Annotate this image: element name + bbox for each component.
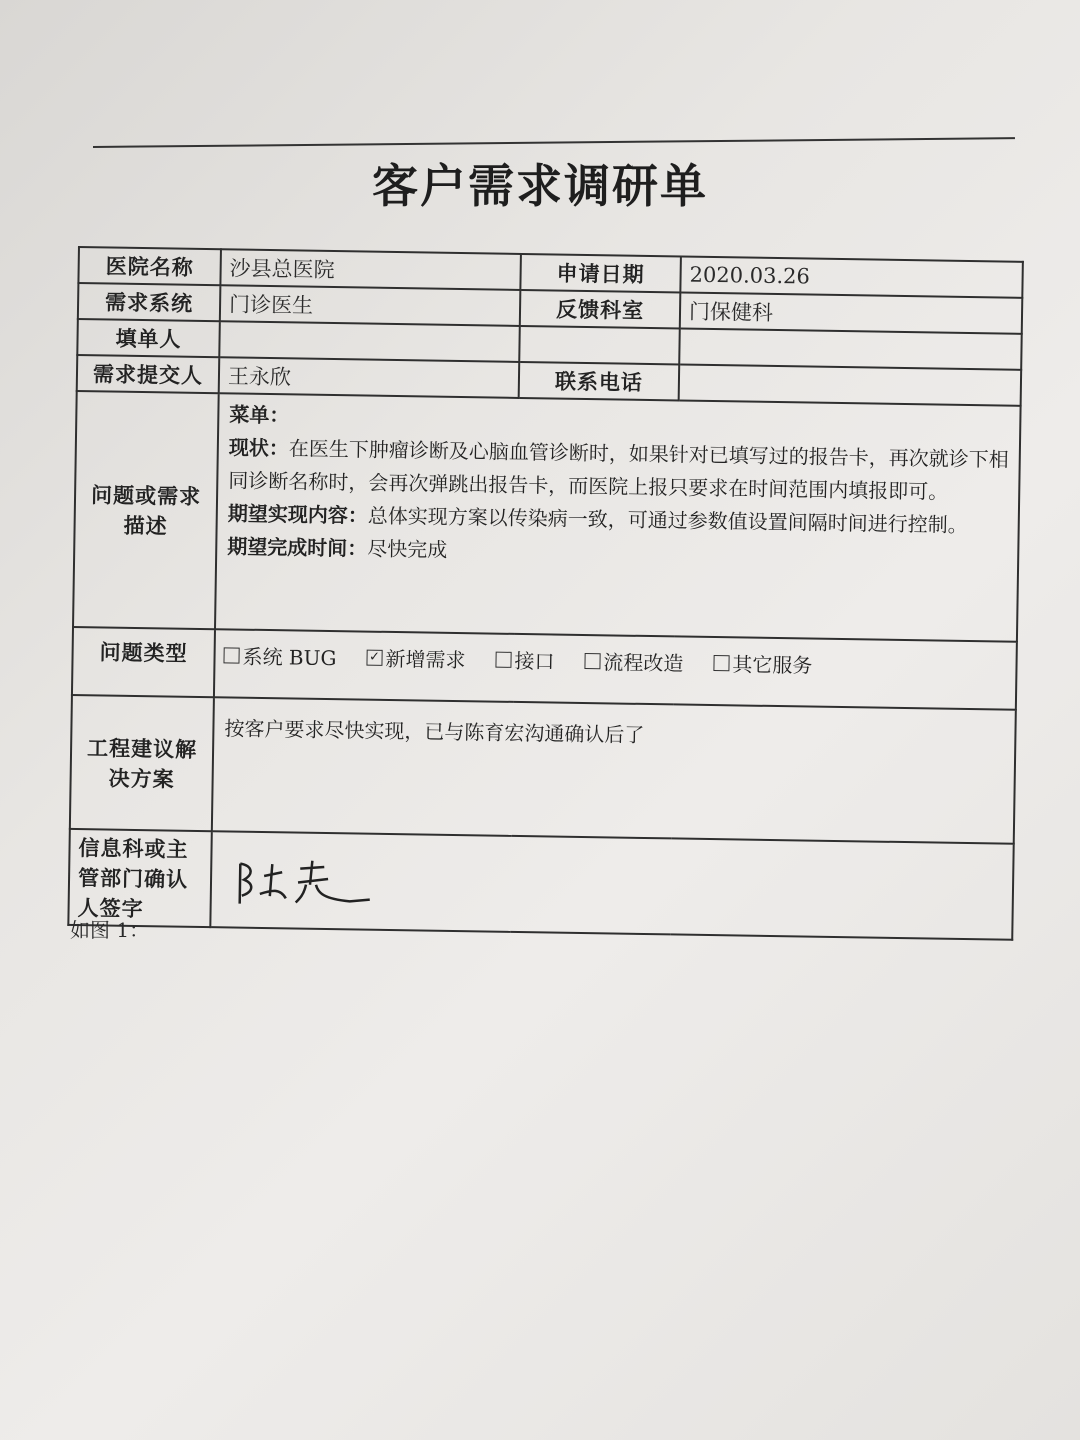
signature-area: [210, 831, 1013, 940]
system-value: 门诊医生: [220, 285, 521, 326]
option-label: 流程改造: [603, 650, 684, 676]
date-value: 2020.03.26: [680, 256, 1023, 297]
option-label: 其它服务: [732, 652, 813, 678]
option-label: 系统 BUG: [242, 644, 337, 671]
option-system-bug[interactable]: [223, 640, 336, 671]
problem-type-options: [214, 629, 1017, 710]
top-rule: [93, 137, 1015, 148]
checkbox-unchecked-icon[interactable]: [495, 651, 511, 667]
checkbox-unchecked-icon[interactable]: [713, 655, 729, 671]
description-label: 问题或需求描述: [73, 391, 219, 629]
phone-value: [679, 364, 1022, 405]
hospital-value: 沙县总医院: [220, 249, 521, 290]
submitter-value: 王永欣: [219, 357, 520, 398]
menu-label: 菜单：: [229, 402, 290, 428]
row-signoff: [68, 829, 1013, 940]
option-interface[interactable]: [495, 645, 554, 675]
expect-text: 总体实现方案以传染病一致，可通过参数值设置间隔时间进行控制。: [367, 503, 968, 538]
dept-value: 门保健科: [680, 292, 1023, 333]
status-label: 现状：: [228, 435, 290, 461]
deadline-label: 期望完成时间：: [227, 534, 368, 561]
deadline-text: 尽快完成: [367, 536, 448, 562]
hospital-label: 医院名称: [78, 247, 221, 285]
signoff-label: 信息科或主管部门确认人签字: [68, 829, 211, 927]
figure-caption: 如图 1：: [70, 918, 150, 942]
status-text: 在医生下肿瘤诊断及心脑血管诊断时，如果针对已填写过的报告卡，再次就诊下相同诊断名称时，会再次弹跳出报告卡，而医院上报只要求在时间范围内填报即可。: [228, 436, 1009, 504]
form-table: [67, 246, 1024, 941]
checkbox-checked-icon[interactable]: ✓: [366, 649, 382, 665]
row-description: [73, 391, 1021, 642]
empty-cell-b: [679, 328, 1022, 369]
problem-type-label: 问题类型: [72, 627, 215, 697]
option-label: 新增需求: [385, 646, 466, 673]
row-engineering: [70, 695, 1016, 844]
filler-value: [219, 321, 520, 362]
expect-label: 期望实现内容：: [227, 501, 368, 528]
handwritten-signature: [220, 849, 381, 912]
description-content: [215, 393, 1021, 642]
option-process[interactable]: [584, 646, 683, 677]
checkbox-unchecked-icon[interactable]: [584, 653, 600, 669]
submitter-label: 需求提交人: [77, 355, 220, 393]
system-label: 需求系统: [78, 283, 221, 321]
engineering-text: 按客户要求尽快实现，已与陈育宏沟通确认后了: [212, 697, 1016, 844]
checkbox-unchecked-icon[interactable]: [223, 647, 239, 663]
option-other-service[interactable]: [713, 648, 812, 679]
option-new-requirement[interactable]: [366, 643, 465, 674]
empty-cell-a: [519, 326, 680, 365]
engineering-label: 工程建议解决方案: [70, 695, 214, 831]
request-form: [67, 246, 1022, 941]
dept-label: 反馈科室: [520, 290, 681, 329]
filler-label: 填单人: [77, 319, 220, 357]
phone-label: 联系电话: [519, 362, 680, 401]
form-title: 客户需求调研单: [372, 159, 708, 213]
date-label: 申请日期: [520, 254, 681, 293]
option-label: 接口: [514, 648, 555, 674]
